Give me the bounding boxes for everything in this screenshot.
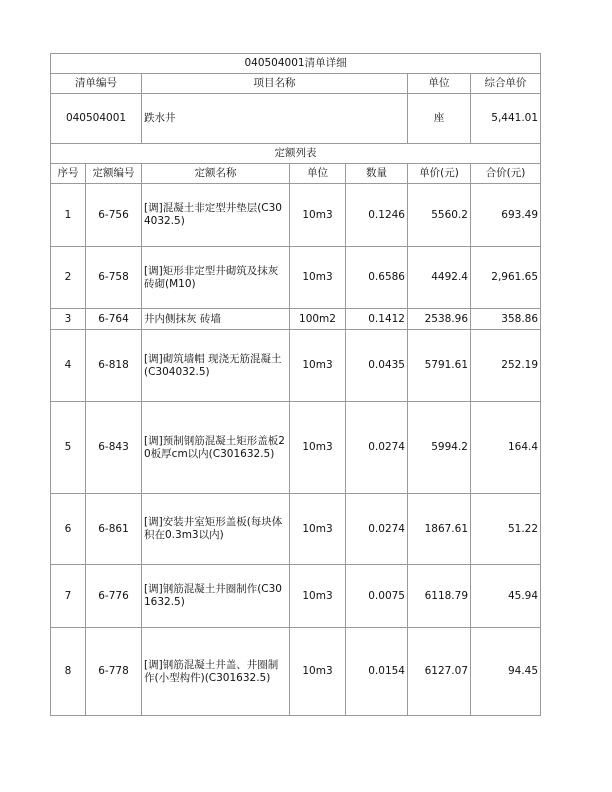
row-seq: 4 bbox=[51, 330, 86, 402]
row-unit: 10m3 bbox=[290, 628, 346, 716]
row-code: 6-861 bbox=[86, 494, 142, 565]
row-name: [调]矩形非定型井砌筑及抹灰 砖砌(M10) bbox=[142, 247, 290, 309]
row-name: [调]砌筑墙帽 现浇无筋混凝土(C304032.5) bbox=[142, 330, 290, 402]
row-name: [调]安装井室矩形盖板(每块体积在0.3m3以内) bbox=[142, 494, 290, 565]
quota-seq-header: 序号 bbox=[51, 164, 86, 184]
row-unit-price: 5560.2 bbox=[408, 184, 471, 247]
row-total: 693.49 bbox=[471, 184, 541, 247]
row-total: 2,961.65 bbox=[471, 247, 541, 309]
row-unit-price: 6118.79 bbox=[408, 565, 471, 628]
row-qty: 0.0435 bbox=[346, 330, 408, 402]
row-name: [调]预制钢筋混凝土矩形盖板20板厚cm以内(C301632.5) bbox=[142, 402, 290, 494]
bill-detail-sheet bbox=[50, 53, 540, 716]
quota-code-header: 定额编号 bbox=[86, 164, 142, 184]
quota-title-row bbox=[51, 144, 541, 164]
quota-name-header: 定额名称 bbox=[142, 164, 290, 184]
row-unit: 10m3 bbox=[290, 565, 346, 628]
row-qty: 0.0075 bbox=[346, 565, 408, 628]
row-name: [调]钢筋混凝土井盖、井圈制作(小型构件)(C301632.5) bbox=[142, 628, 290, 716]
row-qty: 0.6586 bbox=[346, 247, 408, 309]
row-total: 252.19 bbox=[471, 330, 541, 402]
bill-detail-table bbox=[50, 53, 541, 716]
row-qty: 0.0274 bbox=[346, 494, 408, 565]
row-name: [调]混凝土非定型井垫层(C304032.5) bbox=[142, 184, 290, 247]
row-unit: 10m3 bbox=[290, 247, 346, 309]
row-seq: 5 bbox=[51, 402, 86, 494]
row-unit: 10m3 bbox=[290, 330, 346, 402]
table-row bbox=[51, 184, 541, 247]
title-row bbox=[51, 54, 541, 74]
row-unit-price: 2538.96 bbox=[408, 309, 471, 330]
bill-price-header: 综合单价 bbox=[471, 74, 541, 94]
table-row bbox=[51, 628, 541, 716]
bill-code-header: 清单编号 bbox=[51, 74, 142, 94]
row-code: 6-764 bbox=[86, 309, 142, 330]
row-unit-price: 4492.4 bbox=[408, 247, 471, 309]
table-row bbox=[51, 565, 541, 628]
row-total: 45.94 bbox=[471, 565, 541, 628]
row-seq: 2 bbox=[51, 247, 86, 309]
sheet-title: 040504001清单详细 bbox=[51, 54, 541, 74]
row-name: [调]钢筋混凝土井圈制作(C301632.5) bbox=[142, 565, 290, 628]
row-code: 6-818 bbox=[86, 330, 142, 402]
row-unit-price: 1867.61 bbox=[408, 494, 471, 565]
quota-qty-header: 数量 bbox=[346, 164, 408, 184]
quota-title: 定额列表 bbox=[51, 144, 541, 164]
row-name: 井内侧抹灰 砖墙 bbox=[142, 309, 290, 330]
bill-price: 5,441.01 bbox=[471, 94, 541, 144]
row-total: 94.45 bbox=[471, 628, 541, 716]
row-code: 6-778 bbox=[86, 628, 142, 716]
bill-code: 040504001 bbox=[51, 94, 142, 144]
row-seq: 8 bbox=[51, 628, 86, 716]
quota-unit-price-header: 单价(元) bbox=[408, 164, 471, 184]
row-unit: 10m3 bbox=[290, 184, 346, 247]
row-total: 51.22 bbox=[471, 494, 541, 565]
row-unit: 10m3 bbox=[290, 402, 346, 494]
table-row bbox=[51, 309, 541, 330]
row-unit: 10m3 bbox=[290, 494, 346, 565]
row-seq: 6 bbox=[51, 494, 86, 565]
table-row bbox=[51, 494, 541, 565]
bill-unit-header: 单位 bbox=[408, 74, 471, 94]
row-seq: 1 bbox=[51, 184, 86, 247]
quota-unit-header: 单位 bbox=[290, 164, 346, 184]
row-total: 358.86 bbox=[471, 309, 541, 330]
row-code: 6-843 bbox=[86, 402, 142, 494]
row-code: 6-756 bbox=[86, 184, 142, 247]
quota-header-row bbox=[51, 164, 541, 184]
table-row bbox=[51, 330, 541, 402]
bill-unit: 座 bbox=[408, 94, 471, 144]
row-code: 6-758 bbox=[86, 247, 142, 309]
bill-name-header: 项目名称 bbox=[142, 74, 408, 94]
table-row bbox=[51, 247, 541, 309]
quota-total-header: 合价(元) bbox=[471, 164, 541, 184]
bill-row bbox=[51, 94, 541, 144]
row-unit: 100m2 bbox=[290, 309, 346, 330]
row-qty: 0.1246 bbox=[346, 184, 408, 247]
row-unit-price: 5994.2 bbox=[408, 402, 471, 494]
table-row bbox=[51, 402, 541, 494]
row-total: 164.4 bbox=[471, 402, 541, 494]
bill-name: 跌水井 bbox=[142, 94, 408, 144]
row-unit-price: 5791.61 bbox=[408, 330, 471, 402]
row-unit-price: 6127.07 bbox=[408, 628, 471, 716]
row-seq: 3 bbox=[51, 309, 86, 330]
row-seq: 7 bbox=[51, 565, 86, 628]
row-qty: 0.1412 bbox=[346, 309, 408, 330]
row-code: 6-776 bbox=[86, 565, 142, 628]
row-qty: 0.0154 bbox=[346, 628, 408, 716]
bill-header-row bbox=[51, 74, 541, 94]
row-qty: 0.0274 bbox=[346, 402, 408, 494]
